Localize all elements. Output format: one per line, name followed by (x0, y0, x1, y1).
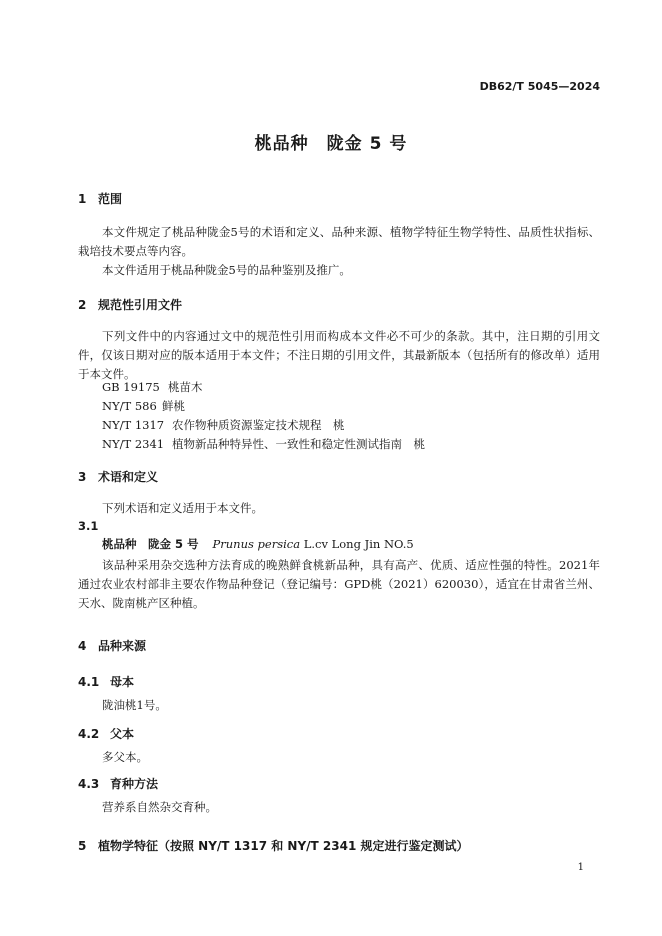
reference-item (102, 416, 425, 435)
reference-item (102, 378, 425, 397)
document-title (0, 129, 662, 154)
section-title: 植物学特征（按照 NY/T 1317 和 NY/T 2341 规定进行鉴定测试） (98, 839, 469, 853)
reference-item (102, 435, 425, 454)
section-title: 术语和定义 (98, 470, 159, 484)
section-3-heading (78, 468, 158, 485)
term-latin-suffix: L.cv Long Jin NO.5 (300, 537, 414, 551)
section-number: 5 (78, 839, 87, 853)
section-number: 2 (78, 298, 87, 312)
subsection-4-2-text: 多父本。 (102, 750, 148, 764)
section-title: 规范性引用文件 (98, 298, 183, 312)
reference-code: NY/T 586 (102, 399, 157, 413)
section-1-paragraph-2: 本文件适用于桃品种陇金5号的品种鉴别及推广。 (102, 263, 351, 277)
standard-number: DB62/T 5045—2024 (479, 80, 600, 93)
term-latin-name: Prunus persica (212, 537, 301, 551)
term-entry (102, 536, 414, 552)
subsection-4-1-heading (78, 673, 134, 690)
section-3-paragraph-1: 下列术语和定义适用于本文件。 (102, 501, 263, 515)
section-2-heading (78, 296, 182, 313)
subsection-title: 育种方法 (110, 777, 159, 791)
reference-name: 植物新品种特异性、一致性和稳定性测试指南 桃 (172, 437, 425, 451)
subsection-title: 母本 (110, 675, 135, 689)
reference-list (102, 378, 425, 454)
reference-name: 桃苗木 (168, 380, 203, 394)
reference-code: NY/T 2341 (102, 437, 165, 451)
term-name: 桃品种 陇金 5 号 (102, 537, 199, 551)
reference-name: 农作物种质资源鉴定技术规程 桃 (172, 418, 345, 432)
reference-code: GB 19175 (102, 380, 160, 394)
section-number: 3 (78, 470, 87, 484)
section-1-heading (78, 190, 122, 207)
subsection-4-2-heading (78, 725, 134, 742)
subsection-number: 4.2 (78, 727, 100, 741)
term-definition: 该品种采用杂交选种方法育成的晚熟鲜食桃新品种，具有高产、优质、适应性强的特性。2021年通过农业农村部非主要农作物品种登记（登记编号：GPD桃（2021）620030），适宜在甘肃省兰州、天水、陇南桃产区种植。 (78, 558, 600, 610)
reference-name: 鲜桃 (162, 399, 185, 413)
section-2-paragraph-1: 下列文件中的内容通过文中的规范性引用而构成本文件必不可少的条款。其中，注日期的引用文件，仅该日期对应的版本适用于本文件；不注日期的引用文件，其最新版本（包括所有的修改单）适用于本文件。 (78, 329, 600, 381)
subsection-number: 4.1 (78, 675, 100, 689)
section-number: 4 (78, 639, 87, 653)
section-number: 1 (78, 192, 87, 206)
subsection-number: 4.3 (78, 777, 100, 791)
reference-item (102, 397, 425, 416)
section-5-heading (78, 837, 468, 854)
section-1-paragraph-1: 本文件规定了桃品种陇金5号的术语和定义、品种来源、植物学特征生物学特性、品质性状指标、栽培技术要点等内容。 (78, 225, 600, 258)
subsection-4-3-text: 营养系自然杂交育种。 (102, 800, 217, 814)
title-part-b: 陇金 5 号 (326, 134, 408, 154)
subsection-title: 父本 (110, 727, 135, 741)
reference-code: NY/T 1317 (102, 418, 165, 432)
section-title: 范围 (98, 192, 123, 206)
title-part-a: 桃品种 (254, 134, 309, 154)
subsection-4-3-heading (78, 775, 158, 792)
section-title: 品种来源 (98, 639, 147, 653)
subsection-4-1-text: 陇油桃1号。 (102, 698, 167, 712)
term-number: 3.1 (78, 519, 99, 533)
page-number: 1 (577, 862, 584, 873)
section-4-heading (78, 637, 146, 654)
